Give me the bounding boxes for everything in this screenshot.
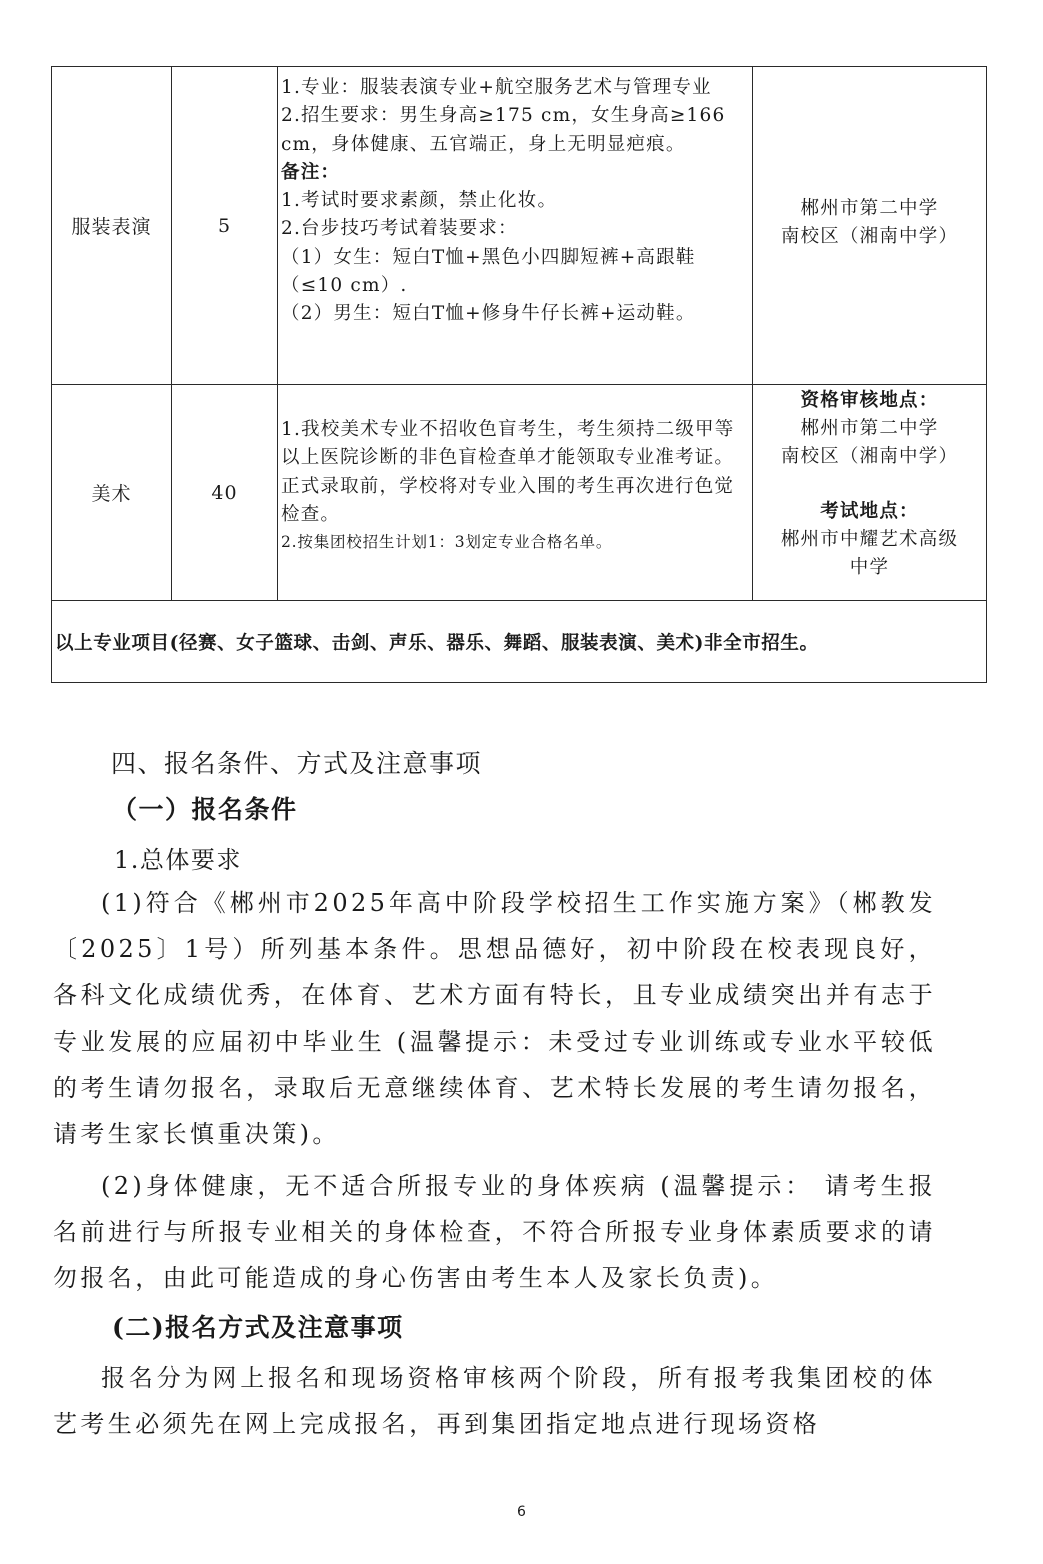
location-cell [753, 67, 986, 384]
location-line: 郴州市中耀艺术高级 [780, 529, 959, 550]
location-line: 中学 [849, 557, 890, 578]
requirement-line: 2.台步技巧考试着装要求： [281, 218, 518, 240]
location-line: 郴州市第二中学 [800, 418, 939, 439]
requirement-line: （2）男生：短白T恤+修身牛仔长裤+运动鞋。 [281, 303, 696, 325]
table-row [52, 67, 986, 385]
major-cell [52, 67, 172, 384]
subsection-title: （一）报名条件 [112, 795, 298, 824]
paragraph: (1)符合《郴州市2025年高中阶段学校招生工作实施方案》（郴教发〔2025〕1号）所列基本条件。思想品德好，初中阶段在校表现良好，各科文化成绩优秀，在体育、艺术方面有特长，且专业成绩突出并有志于专业发展的应届初中毕业生 (温馨提示：未受过专业训练或专业水平较低的考生请勿报名，录取后无意继续体育、艺术特长发展的考生请勿报名，请考生家长慎重决策)。 [53, 889, 936, 1149]
location-cell [753, 385, 986, 600]
table-row [52, 385, 986, 601]
quota-value: 5 [217, 214, 232, 237]
exam-location-label: 考试地点： [820, 501, 919, 522]
admission-table [51, 66, 987, 683]
requirement-line: 1.专业：服装表演专业+航空服务艺术与管理专业 [281, 77, 712, 98]
note-label: 备注： [281, 161, 341, 183]
requirement-line: 2.招生要求：男生身高≥175 cm，女生身高≥166 cm，身体健康、五官端正，身上无明显疤痕。 [281, 105, 726, 155]
major-name: 服装表演 [71, 216, 152, 238]
section-title: 四、报名条件、方式及注意事项 [111, 749, 483, 778]
requirement-line: 2.按集团校招生计划1：3划定专业合格名单。 [281, 533, 613, 552]
requirements-cell [278, 385, 753, 600]
location-line: 南校区（湘南中学） [780, 446, 959, 467]
paragraph: (2)身体健康，无不适合所报专业的身体疾病 (温馨提示： 请考生报名前进行与所报专业相关的身体检查，不符合所报专业身体素质要求的请勿报名，由此可能造成的身心伤害由考生本人及家长负责)。 [53, 1172, 936, 1293]
paragraph: 报名分为网上报名和现场资格审核两个阶段，所有报考我集团校的体艺考生必须先在网上完成报名，再到集团指定地点进行现场资格 [53, 1364, 936, 1439]
subsection-title: (二)报名方式及注意事项 [112, 1313, 404, 1342]
table-footer-note [52, 601, 986, 682]
location-line: 郴州市第二中学 [800, 198, 939, 219]
quota-value: 40 [211, 481, 238, 504]
quota-cell [172, 385, 278, 600]
requirements-cell [278, 67, 753, 384]
quota-cell [172, 67, 278, 384]
major-name: 美术 [91, 483, 132, 505]
location-line: 南校区（湘南中学） [780, 226, 959, 247]
review-location-label: 资格审核地点： [800, 390, 939, 411]
major-cell [52, 385, 172, 600]
page-number: 6 [517, 1504, 526, 1520]
item-heading: 1.总体要求 [114, 846, 242, 874]
requirement-line: （1）女生：短白T恤+黑色小四脚短裤+高跟鞋（≤10 cm）. [281, 246, 696, 297]
footer-text: 以上专业项目(径赛、女子篮球、击剑、声乐、器乐、舞蹈、服装表演、美术)非全市招生。 [55, 632, 819, 654]
requirement-line: 1.我校美术专业不招收色盲考生，考生须持二级甲等以上医院诊断的非色盲检查单才能领取专业准考证。正式录取前，学校将对专业入围的考生再次进行色觉检查。 [281, 419, 735, 525]
requirement-line: 1.考试时要求素颜，禁止化妆。 [281, 190, 558, 212]
